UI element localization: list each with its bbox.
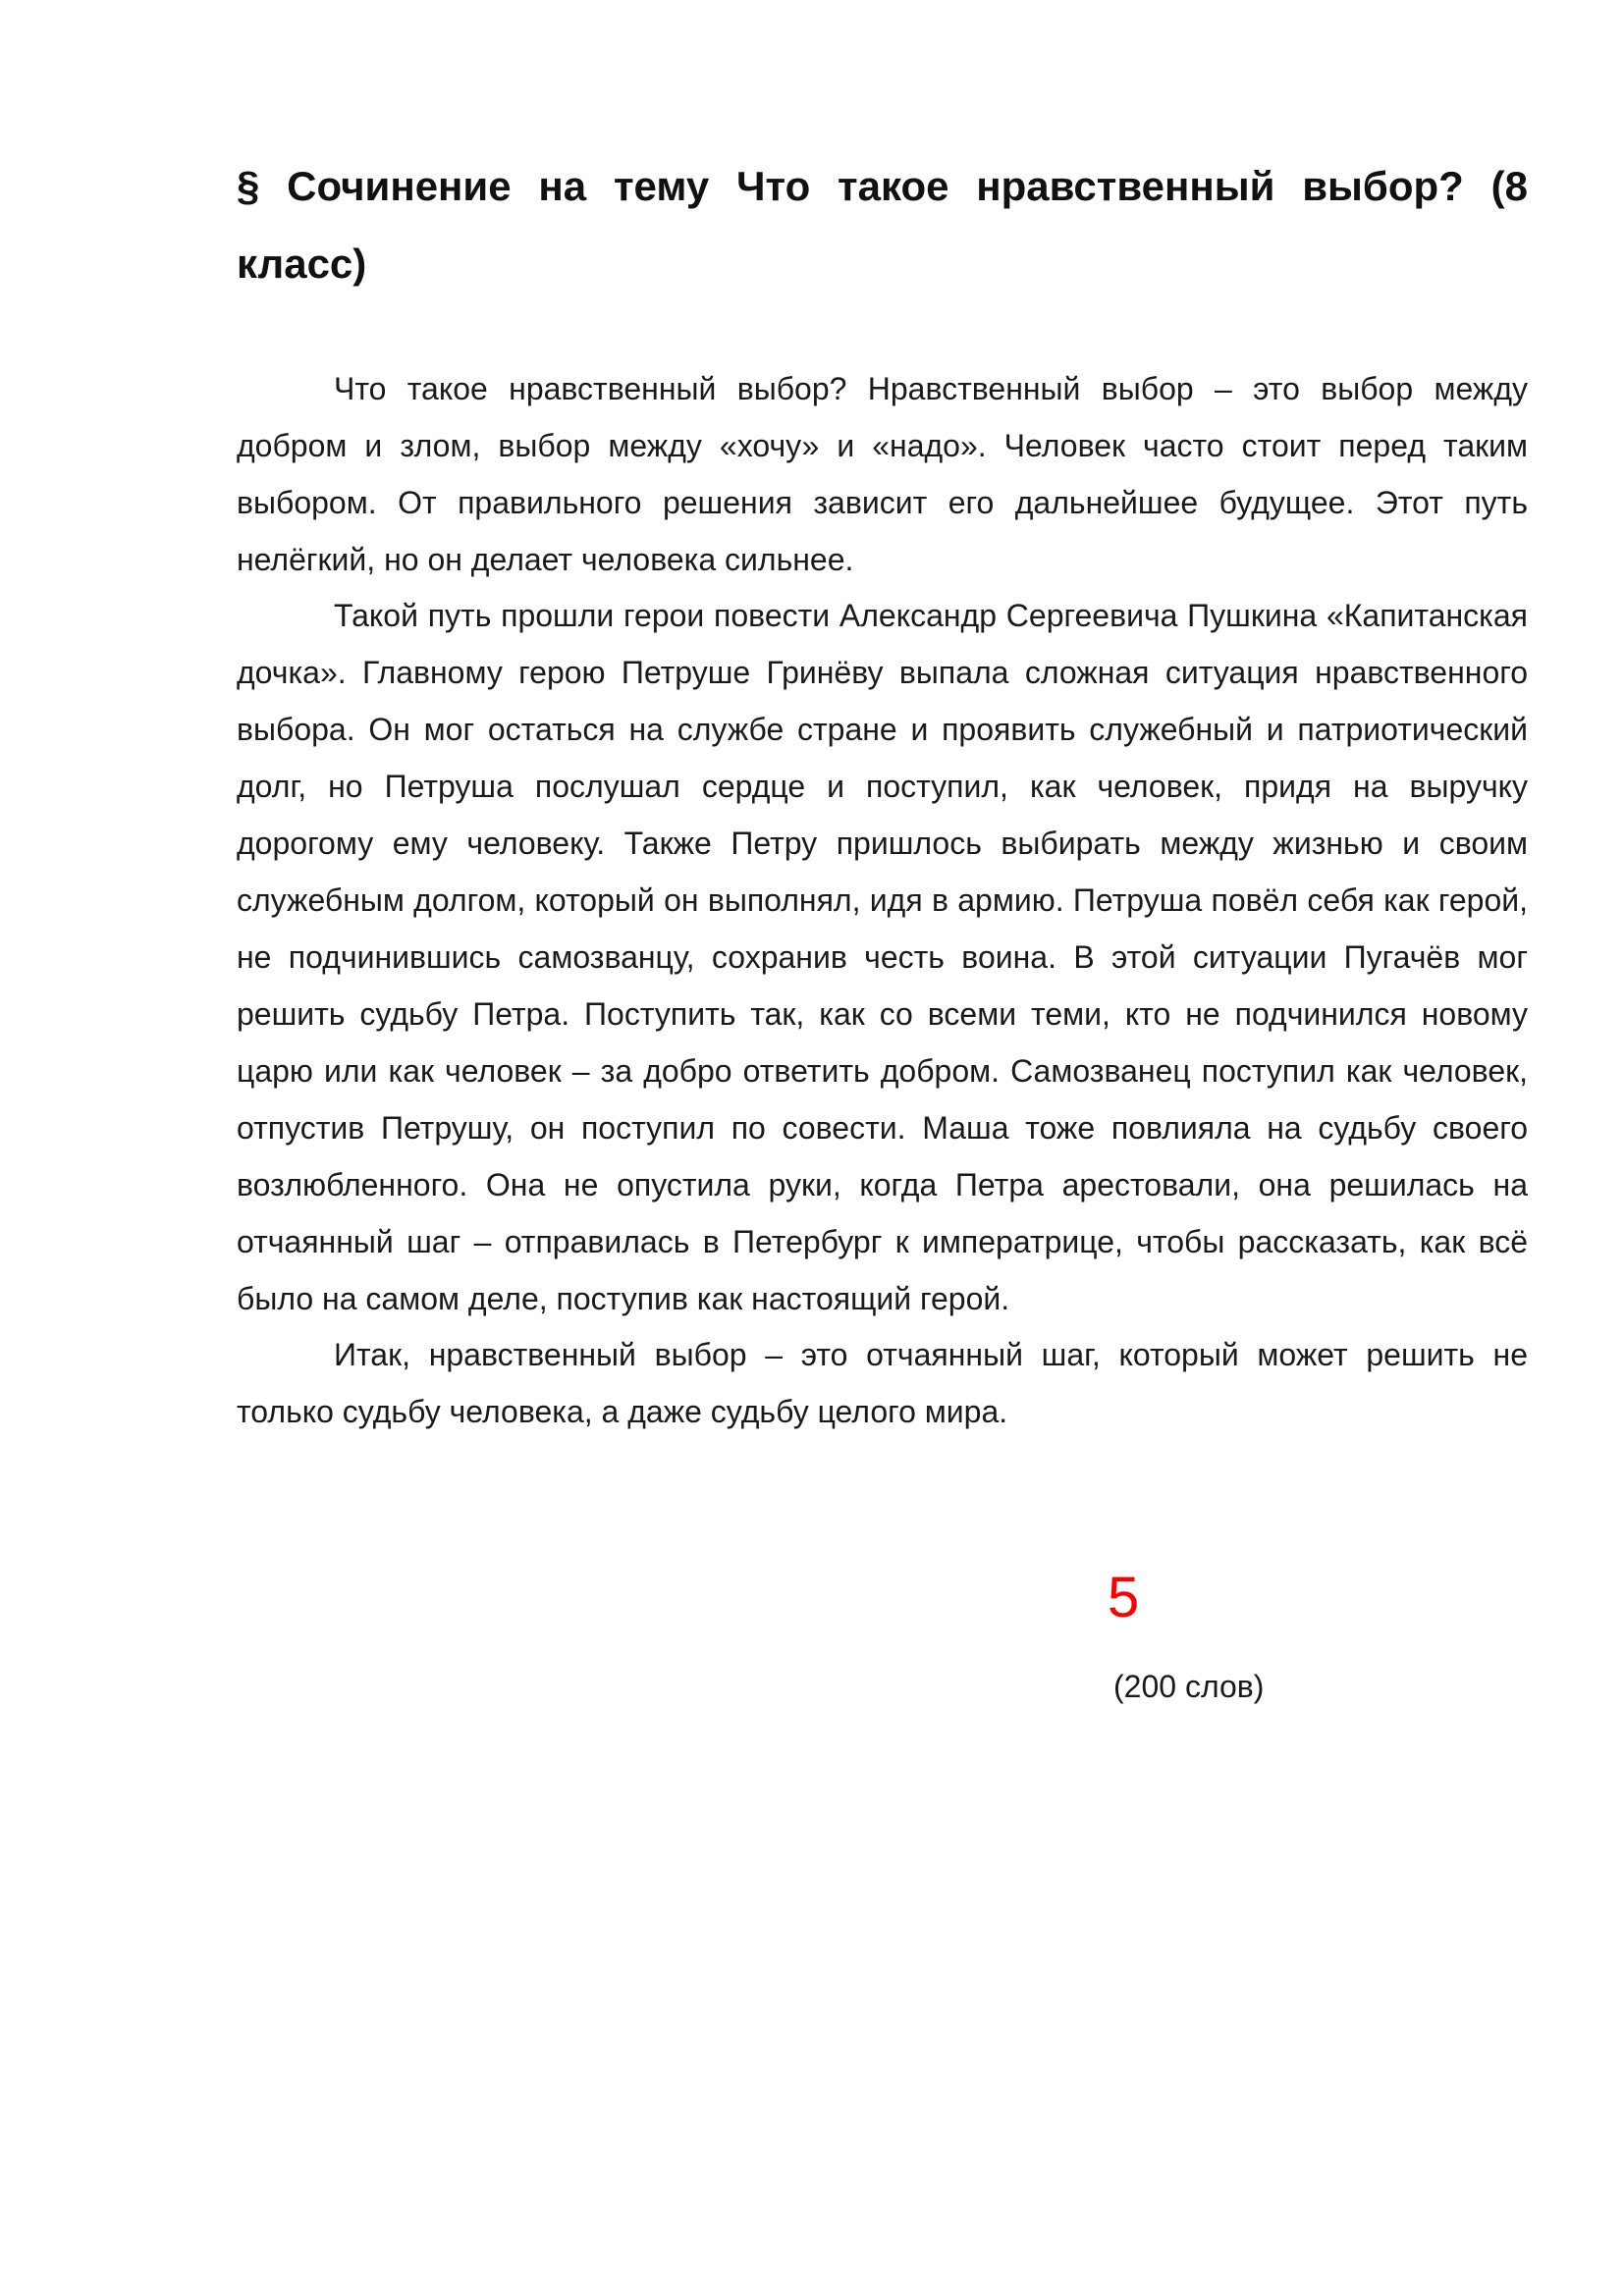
paragraph-2: Такой путь прошли герои повести Александр Сергеевича Пушкина «Капитанская дочка». Главному герою Петруше Гринёву выпала сложная ситуация нравственного выбора. Он мог остаться на службе стране и проявить служебный и патриотический долг, но Петруша послушал сердце и поступил, как человек, придя на выручку дорогому ему человеку. Также Петру пришлось выбирать между жизнью и своим служебным долгом, который он выполнял, идя в армию. Петруша повёл себя как герой, не подчинившись самозванцу, сохранив честь воина. В этой ситуации Пугачёв мог решить судьбу Петра. Поступить так, как со всеми теми, кто не подчинился новому царю или как человек – за добро ответить добром. Самозванец поступил как человек, отпустив Петрушу, он поступил по совести. Маша тоже повлияла на судьбу своего возлюбленного. Она не опустила руки, когда Петра арестовали, она решилась на отчаянный шаг – отправилась в Петербург к императрице, чтобы рассказать, как всё было на самом деле, поступив как настоящий герой. bbox=[237, 598, 1528, 1316]
paragraph-3: Итак, нравственный выбор – это отчаянный шаг, который может решить не только судьбу человека, а даже судьбу целого мира. bbox=[237, 1337, 1528, 1429]
paragraph-1: Что такое нравственный выбор? Нравственный выбор – это выбор между добром и злом, выбор между «хочу» и «надо». Человек часто стоит перед таким выбором. От правильного решения зависит его дальнейшее будущее. Этот путь нелёгкий, но он делает человека сильнее. bbox=[237, 371, 1528, 577]
document-content bbox=[237, 147, 1528, 1439]
grade-mark: 5 bbox=[1108, 1566, 1140, 1629]
essay-body bbox=[237, 360, 1528, 1440]
word-count: (200 слов) bbox=[1113, 1669, 1265, 1704]
essay-title: § Сочинение на тему Что такое нравственный выбор? (8 класс) bbox=[237, 163, 1528, 287]
